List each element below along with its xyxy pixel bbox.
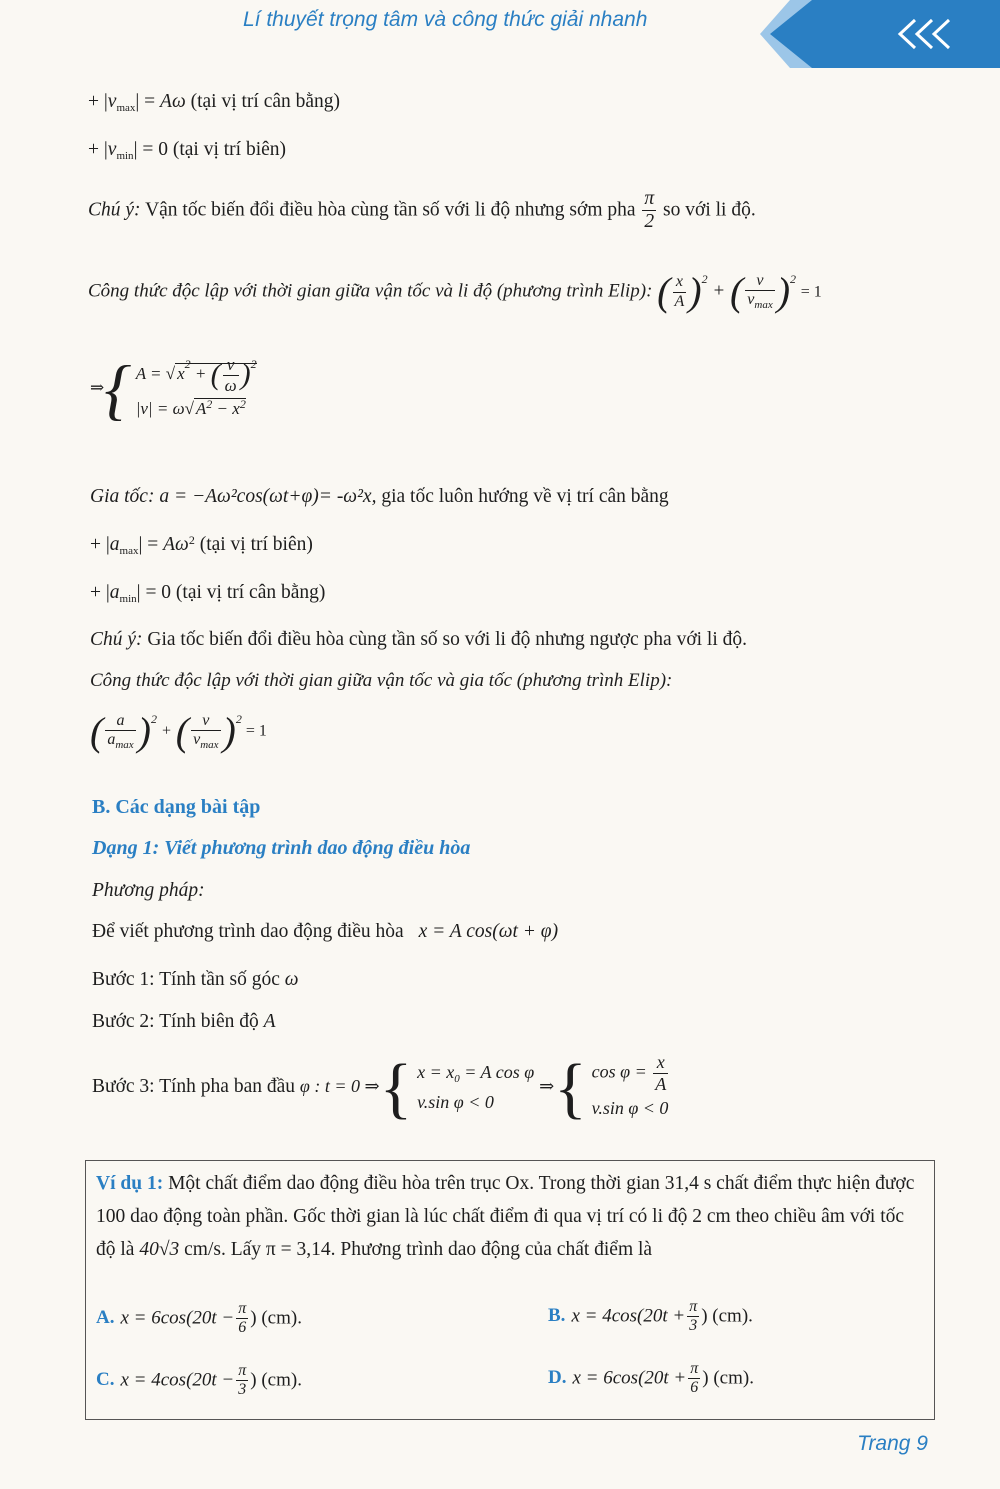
option-a[interactable]: A. x = 6cos(20t − $\frac{\pi}{6}$ ) (cm). [96,1300,302,1337]
header-arrow-decoration [760,0,1000,68]
note1-text-a: Vận tốc biến đổi điều hòa cùng tần số với li độ nhưng sớm pha [145,199,636,221]
note2-text: Gia tốc biến đổi điều hòa cùng tần số so với li độ nhưng ngược pha với li độ. [147,629,748,650]
amin-line: + $|a_{min}| = 0$ (tại vị trí cân bằng) [90,582,326,605]
vmax-text: (tại vị trí cân bằng) [190,91,341,112]
option-c-label: C. [96,1369,115,1391]
accel-formula: a = −Aω²cos(ωt+φ)= -ω²x, [159,486,377,507]
step1-text: Bước 1: Tính tần số góc [92,969,280,990]
amax-line: + $|a_{max}| = A\omega^2$ (tại vị trí biên) [90,533,313,557]
formula2-text: Công thức độc lập với thời gian giữa vận tốc và gia tốc (phương trình Elip): [90,670,673,691]
option-b[interactable]: B. x = 4cos(20t + $\frac{\pi}{3}$ ) (cm). [548,1298,753,1335]
example-question [96,1167,924,1266]
vmin-text: = 0 (tại vị trí biên) [142,139,287,160]
accel-label: Gia tốc: [90,486,155,507]
option-c-post: ) (cm). [250,1369,302,1391]
note2-label: Chú ý: [90,629,143,650]
option-c[interactable]: C. x = 4cos(20t − $\frac{\pi}{3}$ ) (cm). [96,1362,302,1399]
note1-label: Chú ý: [88,199,141,221]
amax-text: (tại vị trí biên) [199,534,313,555]
example-text2: cm/s. Lấy π = 3,14. Phương trình dao động của chất điểm là [184,1239,653,1260]
note1-line [88,188,756,234]
step3-line: Bước 3: Tính pha ban đầu φ : t = 0 ⇒{ $x = x_0 = A$ cos φ v.sin φ < 0 ⇒{ cos φ = $\frac{x}{A}$ v.sin φ < 0 [92,1049,669,1126]
option-b-post: ) (cm). [701,1305,753,1327]
example-speed: 40√3 [139,1239,180,1260]
acceleration-line [90,485,669,508]
header-title: Lí thuyết trọng tâm và công thức giải nhanh [243,8,648,31]
write-eq-formula: x = A cos(ωt + φ) [418,921,559,942]
page-number: Trang 9 [857,1432,928,1455]
pi-over-2: $\frac{\pi}{2}$ [644,188,655,233]
ellipse-formula-2: ( $\frac{a}{a_{max}}$ )$^2$ + ( $\frac{v}{v_{max}}$ )$^2$ = 1 [90,709,267,755]
step2-text: Bước 2: Tính biên độ [92,1011,259,1032]
section-b-title: B. Các dạng bài tập [92,796,261,818]
example-text: Một chất điểm dao động điều hòa trên trục Ox. Trong thời gian 31,4 s chất điểm thực hiện được 100 dao động toàn phần. Gốc thời gian là lúc chất điểm đi qua vị trí có li độ 2 cm theo chiều âm với tốc độ là [96,1173,915,1260]
option-b-den: 3 [689,1317,698,1335]
option-c-den: 3 [238,1381,247,1399]
option-d-den: 6 [690,1379,699,1397]
write-eq-line [92,920,558,943]
option-a-den: 6 [238,1319,247,1337]
example-label: Ví dụ 1: [96,1173,164,1194]
option-b-pre: x = 4cos(20t + [571,1305,686,1327]
step1-line: Bước 1: Tính tần số góc ω [92,969,299,990]
dang1-title: Dạng 1: Viết phương trình dao động điều hòa [92,837,471,859]
option-a-label: A. [96,1307,115,1329]
option-b-label: B. [548,1305,566,1327]
accel-text: gia tốc luôn hướng về vị trí cân bằng [381,486,669,507]
option-d-pre: x = 6cos(20t + [572,1367,687,1389]
method-label: Phương pháp: [92,880,205,901]
note1-text-b: so với li độ. [663,199,756,221]
step2-line: Bước 2: Tính biên độ A [92,1011,276,1032]
vmax-line: + $|v_{max}| = A\omega$ (tại vị trí cân bằng) [88,91,341,114]
option-c-pre: x = 4cos(20t − [120,1369,235,1391]
option-a-post: ) (cm). [250,1307,302,1329]
option-d-post: ) (cm). [702,1367,754,1389]
formula1-text: Công thức độc lập với thời gian giữa vận tốc và li độ (phương trình Elip): [88,280,653,302]
step3-text: Bước 3: Tính pha ban đầu [92,1076,296,1098]
vmin-line: + $|v_{min}| = 0$ (tại vị trí biên) [88,139,287,162]
note2-line [90,628,747,651]
formula2-line [90,670,672,693]
amplitude-system: ⇒{ A = √ $x^2$ + ( $\frac{v}{\omega}$ )$^2$ |v| = ω√ $A^2 - x^2$ [90,351,257,427]
option-d-label: D. [548,1367,567,1389]
option-a-pre: x = 6cos(20t − [120,1307,235,1329]
write-eq-text: Để viết phương trình dao động điều hòa [92,921,404,942]
option-d[interactable]: D. x = 6cos(20t + $\frac{\pi}{6}$ ) (cm). [548,1360,754,1397]
formula1-line: Công thức độc lập với thời gian giữa vận tốc và li độ (phương trình Elip): ( $\frac{x}{A}$ )$^2$ + ( $\frac{v}{v_{max}}$ )$^2$ = 1 [88,269,822,315]
amin-text: = 0 (tại vị trí cân bằng) [145,582,326,603]
